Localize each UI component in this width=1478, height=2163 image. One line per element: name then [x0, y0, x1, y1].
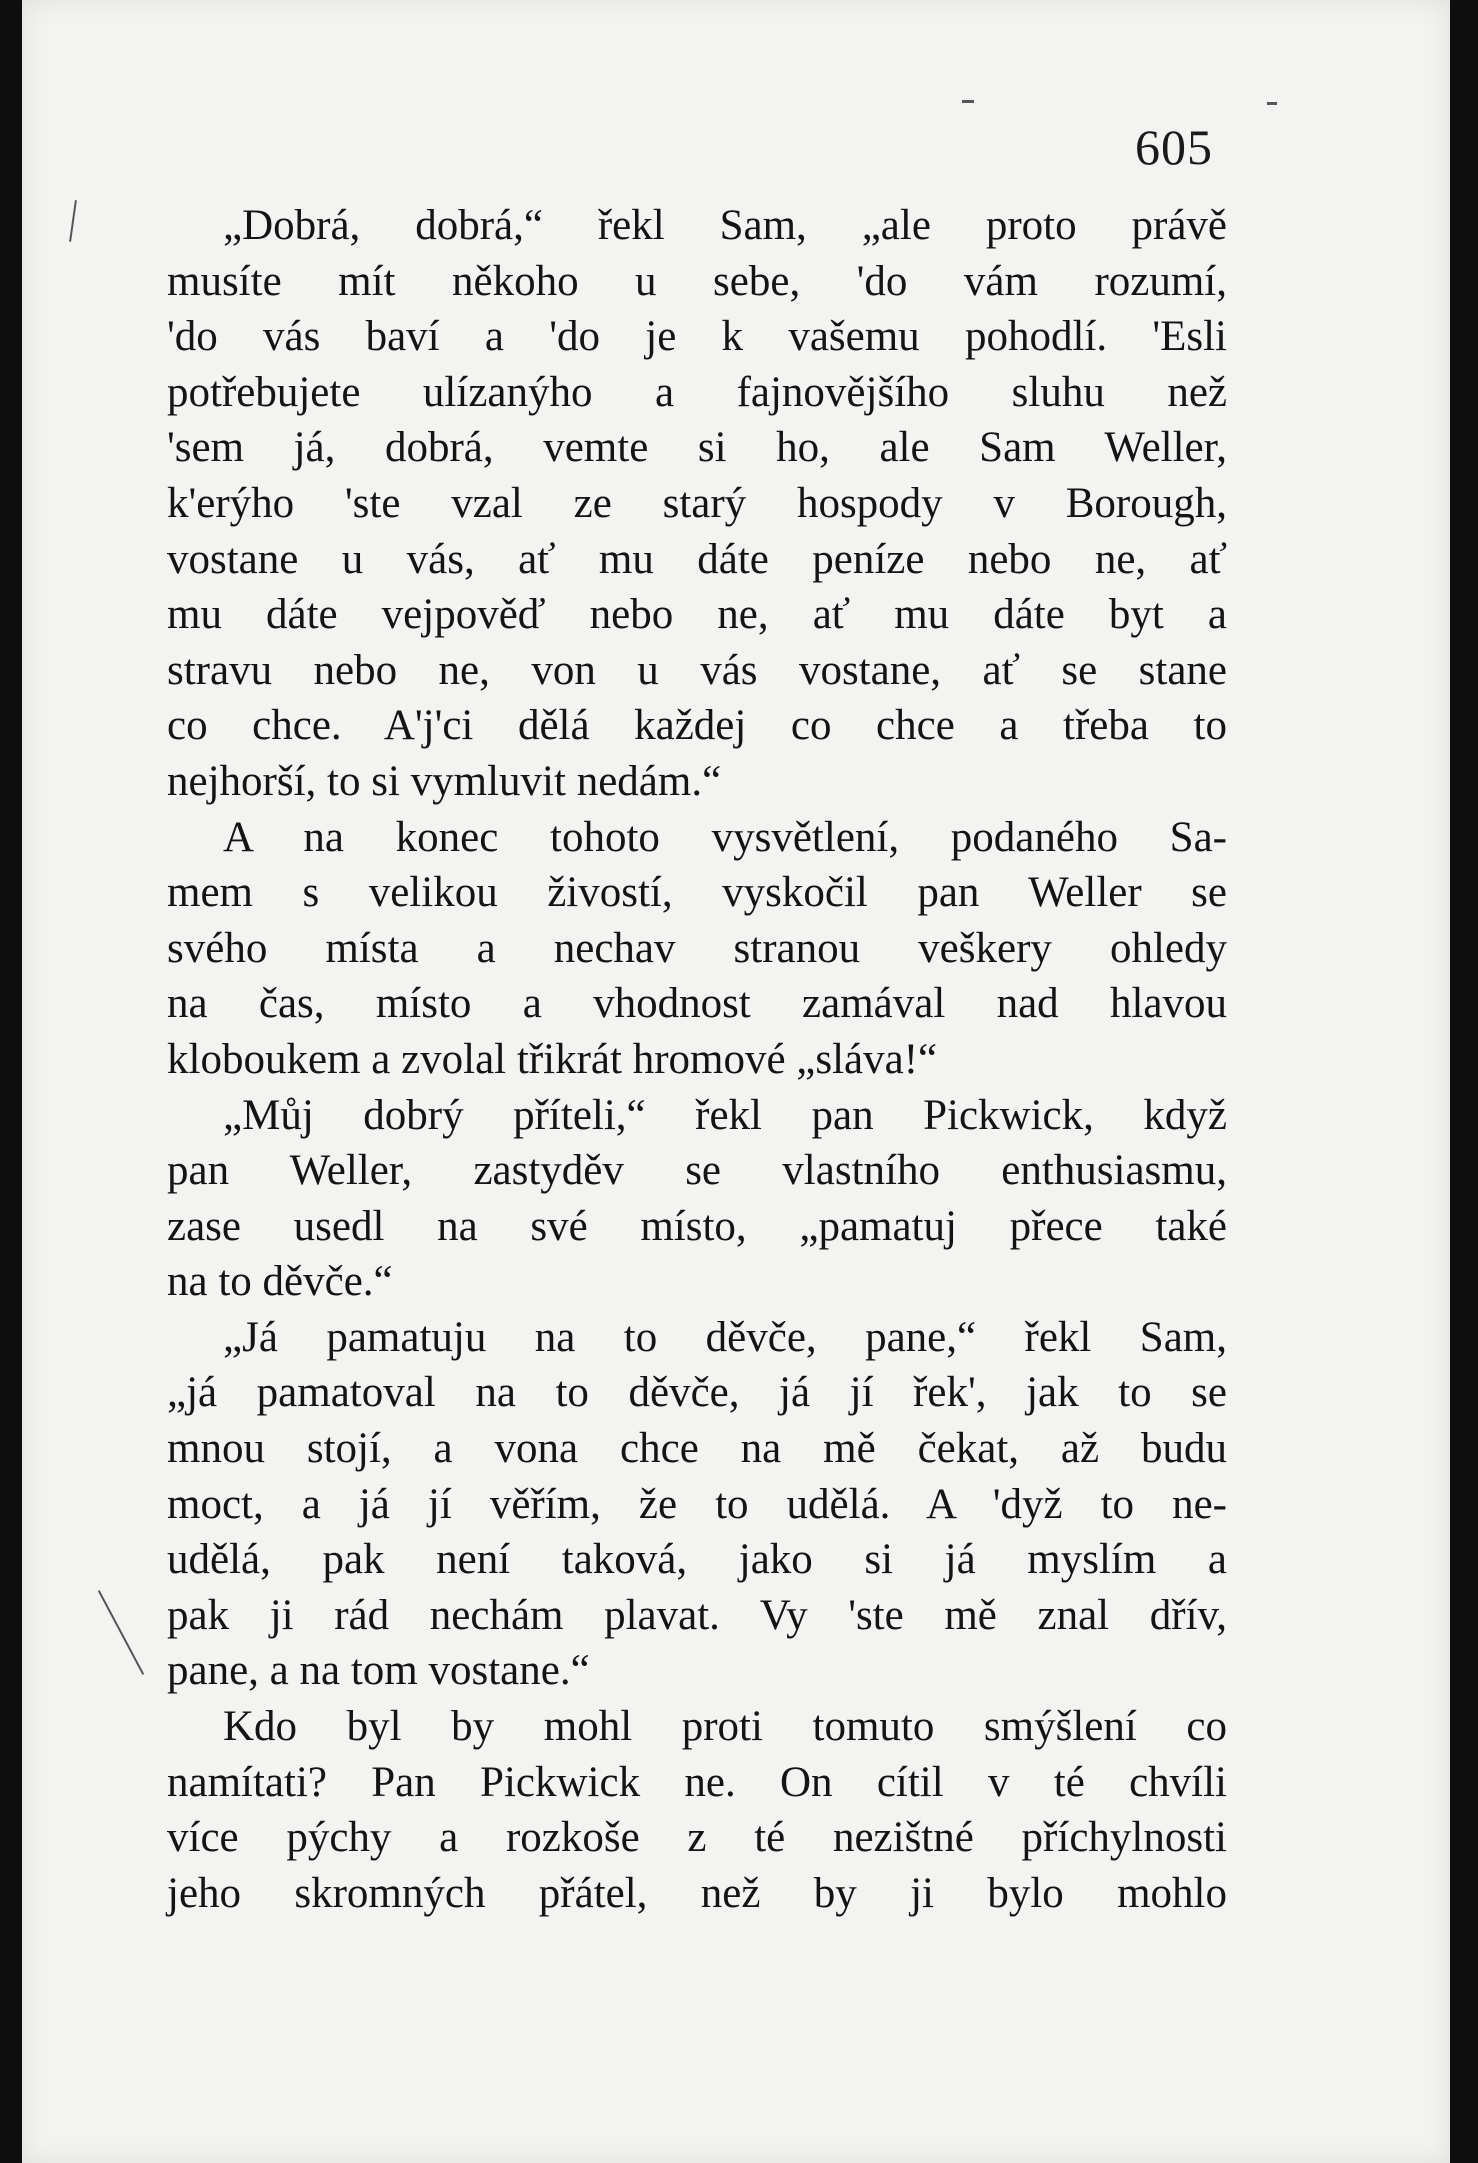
text-line: „Můj dobrý příteli,“ řekl pan Pickwick, když [223, 1091, 1227, 1139]
text-line: mem s velikou živostí, vyskočil pan Weller se [167, 869, 1227, 917]
text-line: svého místa a nechav stranou veškery ohledy [167, 924, 1227, 972]
text-line: 'do vás baví a 'do je k vašemu pohodlí. 'Esli [167, 313, 1227, 361]
text-line: mu dáte vejpověď nebo ne, ať mu dáte byt a [167, 591, 1227, 639]
text-line: pane, a na tom vostane.“ [167, 1647, 590, 1695]
text-line: „Já pamatuju na to děvče, pane,“ řekl Sam, [223, 1313, 1227, 1361]
scan-speck [962, 100, 974, 103]
text-line: kloboukem a zvolal třikrát hromové „sláva!“ [167, 1035, 938, 1083]
text-line: k'erýho 'ste vzal ze starý hospody v Borough, [167, 479, 1227, 527]
text-line: A na konec tohoto vysvětlení, podaného Sa- [223, 813, 1227, 861]
text-line: moct, a já jí věřím, že to udělá. A 'dyž to ne- [167, 1480, 1227, 1528]
text-line: 'sem já, dobrá, vemte si ho, ale Sam Weller, [167, 424, 1227, 472]
text-line: pan Weller, zastyděv se vlastního enthusiasmu, [167, 1147, 1227, 1195]
text-line: jeho skromných přátel, než by ji bylo mohlo [167, 1869, 1227, 1917]
text-line: Kdo byl by mohl proti tomuto smýšlení co [223, 1703, 1227, 1751]
scan-scratch [98, 1590, 144, 1675]
scan-right-edge [1450, 0, 1478, 2163]
text-line: musíte mít někoho u sebe, 'do vám rozumí, [167, 257, 1227, 305]
text-line: zase usedl na své místo, „pamatuj přece také [167, 1202, 1227, 1250]
page-number: 605 [1135, 119, 1213, 175]
text-line: co chce. A'j'ci dělá každej co chce a třeba to [167, 702, 1227, 750]
text-line: namítati? Pan Pickwick ne. On cítil v té chvíli [167, 1758, 1227, 1806]
text-line: více pýchy a rozkoše z té nezištné příchylnosti [167, 1814, 1227, 1862]
text-line: „já pamatoval na to děvče, já jí řek', jak to se [167, 1369, 1227, 1417]
scan-left-edge [0, 0, 22, 2163]
text-line: pak ji rád nechám plavat. Vy 'ste mě znal dřív, [167, 1591, 1227, 1639]
text-line: nejhorší, to si vymluvit nedám.“ [167, 757, 722, 805]
text-line: mnou stojí, a vona chce na mě čekat, až budu [167, 1425, 1227, 1473]
text-line: vostane u vás, ať mu dáte peníze nebo ne, ať [167, 535, 1227, 583]
scan-speck [1267, 102, 1277, 105]
text-line: „Dobrá, dobrá,“ řekl Sam, „ale proto právě [223, 202, 1227, 249]
scan-scratch [69, 200, 77, 242]
text-line: na to děvče.“ [167, 1258, 393, 1306]
text-line: stravu nebo ne, von u vás vostane, ať se stane [167, 646, 1227, 694]
text-line: na čas, místo a vhodnost zamával nad hlavou [167, 980, 1227, 1028]
body-text [167, 198, 1227, 1921]
text-line: potřebujete ulízanýho a fajnovějšího sluhu než [167, 368, 1227, 416]
text-line: udělá, pak není taková, jako si já myslím a [167, 1536, 1227, 1584]
